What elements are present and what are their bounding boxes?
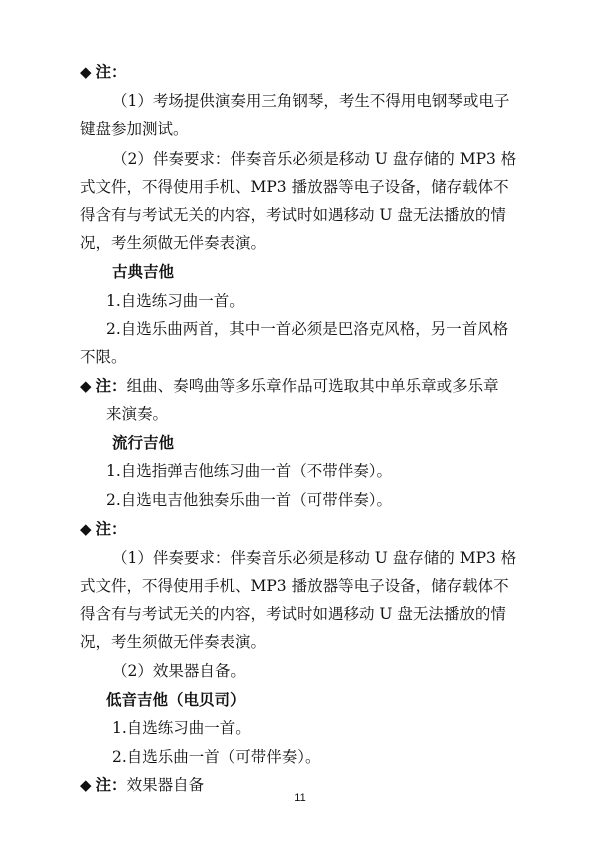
- paragraph-line: 况，考生须做无伴奏表演。: [80, 234, 267, 252]
- paragraph-line: （1）考场提供演奏用三角钢琴，考生不得用电钢琴或电子: [112, 92, 510, 110]
- paragraph-line: 得含有与考试无关的内容，考试时如遇移动 U 盘无法播放的情: [80, 206, 506, 224]
- paragraph-line: （2）伴奏要求：伴奏音乐必须是移动 U 盘存储的 MP3 格: [112, 150, 517, 168]
- note-text: 来演奏。: [106, 405, 169, 423]
- diamond-bullet-icon: ◆: [80, 520, 92, 538]
- section-title-classical-guitar: 古典吉他: [112, 262, 175, 281]
- note-label: 注：: [95, 775, 127, 794]
- paragraph-line: （2）效果器自备。: [112, 662, 246, 680]
- paragraph-line: 况，考生须做无伴奏表演。: [80, 633, 267, 651]
- list-item: 2.自选乐曲一首（可带伴奏）。: [112, 748, 321, 766]
- list-item: 2.自选电吉他独奏乐曲一首（可带伴奏）。: [106, 491, 393, 509]
- list-item: 1.自选指弹吉他练习曲一首（不带伴奏）。: [106, 462, 393, 480]
- list-item: 1.自选练习曲一首。: [106, 292, 245, 310]
- diamond-bullet-icon: ◆: [80, 377, 92, 395]
- note-heading: [80, 519, 127, 539]
- paragraph-line: 得含有与考试无关的内容，考试时如遇移动 U 盘无法播放的情: [80, 605, 506, 623]
- list-item: 2.自选乐曲两首，其中一首必须是巴洛克风格，另一首风格: [106, 320, 509, 338]
- list-item: 1.自选练习曲一首。: [112, 719, 251, 737]
- note-heading: [80, 62, 127, 82]
- paragraph-line: （1）伴奏要求：伴奏音乐必须是移动 U 盘存储的 MP3 格: [112, 549, 517, 567]
- list-item: 不限。: [80, 348, 127, 366]
- paragraph-line: 式文件，不得使用手机、MP3 播放器等电子设备，储存载体不: [80, 178, 509, 196]
- note-label: 注：: [95, 519, 127, 538]
- note-text: 组曲、奏鸣曲等多乐章作品可选取其中单乐章或多乐章: [126, 377, 499, 395]
- section-title-pop-guitar: 流行吉他: [112, 433, 175, 452]
- diamond-bullet-icon: ◆: [80, 776, 92, 794]
- page-number: 11: [294, 792, 306, 804]
- note-label: 注：: [95, 62, 127, 81]
- note-heading: [80, 376, 499, 396]
- note-text: 效果器自备: [126, 776, 205, 794]
- paragraph-line: 式文件，不得使用手机、MP3 播放器等电子设备，储存载体不: [80, 577, 509, 595]
- diamond-bullet-icon: ◆: [80, 63, 92, 81]
- section-title-bass-guitar: 低音吉他（电贝司）: [106, 690, 246, 709]
- note-label: 注：: [95, 376, 127, 395]
- paragraph-line: 键盘参加测试。: [80, 120, 189, 138]
